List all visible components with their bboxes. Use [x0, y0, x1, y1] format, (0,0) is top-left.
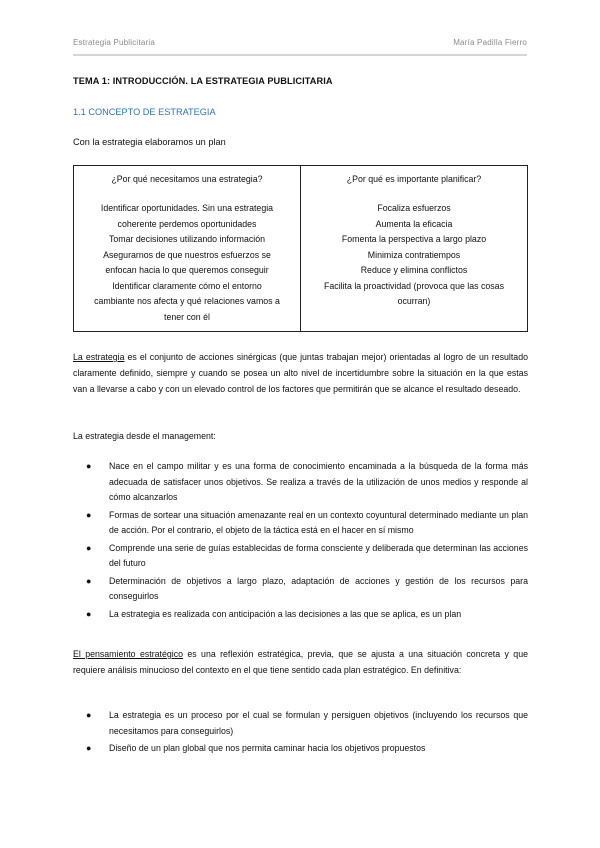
header-left: Estrategia Publicitaria — [73, 38, 155, 47]
term-strategic-thinking: El pensamiento estratégico — [73, 649, 183, 659]
list-item — [73, 541, 528, 572]
list-item — [73, 741, 528, 757]
bullet-icon: ● — [86, 542, 92, 553]
list-item — [73, 459, 528, 506]
table-header-right: ¿Por qué es importante planificar? — [346, 174, 482, 184]
page-title: TEMA 1: INTRODUCCIÓN. LA ESTRATEGIA PUBLICITARIA — [73, 76, 333, 86]
list-item-text: Diseño de un plan global que nos permita caminar hacia los objetivos propuestos — [109, 743, 426, 753]
bullet-icon: ● — [86, 608, 92, 619]
strategic-thinking-paragraph — [73, 646, 528, 678]
intro-text: Con la estrategia elaboramos un plan — [73, 137, 226, 147]
table-cell-left — [74, 166, 301, 332]
list-item-text: La estrategia es realizada con anticipación a las decisiones a las que se aplica, es un plan — [109, 608, 462, 619]
strategic-thinking-text: es una reflexión estratégica, previa, que se ajusta a una situación concreta y que requiere análisis minucioso del contexto en el que tiene sentido cada plan estratégico. En definitiva: — [73, 649, 528, 675]
management-heading: La estrategia desde el management: — [73, 431, 216, 441]
table-cell-right — [301, 166, 528, 332]
strategy-definition-text: es el conjunto de acciones sinérgicas (que juntas trabajan mejor) orientadas al logro de un resultado claramente definido, siempre y cuando se posea un alto nivel de incertidumbre sobre la situación en la que estas van a llevarse a cabo y con un elevado control de los factores que permitirán que se alcance el resultado deseado. — [73, 352, 528, 394]
bullet-icon: ● — [86, 743, 92, 753]
table-line: enfocan hacia lo que queremos conseguir — [105, 265, 269, 275]
table-line: Fomenta la perspectiva a largo plazo — [341, 234, 487, 244]
table-line: coherente perdemos oportunidades — [117, 218, 257, 229]
list-item — [73, 574, 528, 605]
list-item-text: La estrategia es un proceso por el cual se formulan y persiguen objetivos (incluyendo los recursos que necesitamos para conseguirlos) — [109, 710, 528, 736]
bullet-icon: ● — [86, 461, 92, 471]
section-heading: 1.1 CONCEPTO DE ESTRATEGIA — [73, 107, 216, 117]
table-line: Aumenta la eficacia — [375, 218, 453, 229]
list-item — [73, 607, 528, 623]
table-line: Identificar claramente cómo el entorno — [112, 280, 262, 291]
strategy-definition-paragraph — [73, 349, 528, 397]
table-line: Tomar decisiones utilizando información — [109, 234, 265, 244]
table-line: Focaliza esfuerzos — [377, 203, 451, 213]
bullet-icon: ● — [86, 509, 92, 520]
table-line: Reduce y elimina conflictos — [360, 265, 468, 275]
table-line: Asegurarnos de que nuestros esfuerzos se — [103, 249, 271, 260]
list-item-text: Comprende una serie de guías establecidas de forma consciente y deliberada que determinan las acciones del futuro — [109, 542, 528, 568]
list-item — [73, 508, 528, 539]
header-divider — [73, 54, 527, 56]
list-item — [73, 708, 528, 739]
header-right: María Padilla Fierro — [453, 38, 527, 47]
term-strategy: La estrategia — [73, 352, 125, 362]
table-line: Facilita la proactividad (provoca que las cosas — [324, 280, 504, 291]
management-list — [73, 459, 528, 622]
strategy-table — [73, 165, 528, 332]
bullet-icon: ● — [86, 710, 92, 720]
table-line: Minimiza contratiempos — [367, 249, 461, 260]
list-item-text: Nace en el campo militar y es una forma de conocimiento encaminada a la búsqueda de la forma más adecuada de satisfacer unos objetivos. Se realiza a través de la utilización de unos medios y responde al cómo alcanzarlos — [109, 461, 528, 502]
thinking-list — [73, 708, 528, 757]
list-item-text: Determinación de objetivos a largo plazo, adaptación de acciones y gestión de los recursos para conseguirlos — [109, 575, 528, 601]
bullet-icon: ● — [86, 575, 92, 586]
table-line: ocurran) — [397, 296, 431, 306]
table-line: cambiante nos afecta y qué relaciones vamos a — [94, 296, 280, 306]
table-header-left: ¿Por qué necesitamos una estrategia? — [111, 174, 263, 184]
table-line: tener con él — [164, 311, 210, 322]
list-item-text: Formas de sortear una situación amenazante real en un contexto coyuntural determinado mediante un plan de acción. Por el contrario, el objeto de la táctica está en el hacer en sí mismo — [109, 509, 528, 535]
table-line: Identificar oportunidades. Sin una estrategia — [100, 203, 274, 213]
